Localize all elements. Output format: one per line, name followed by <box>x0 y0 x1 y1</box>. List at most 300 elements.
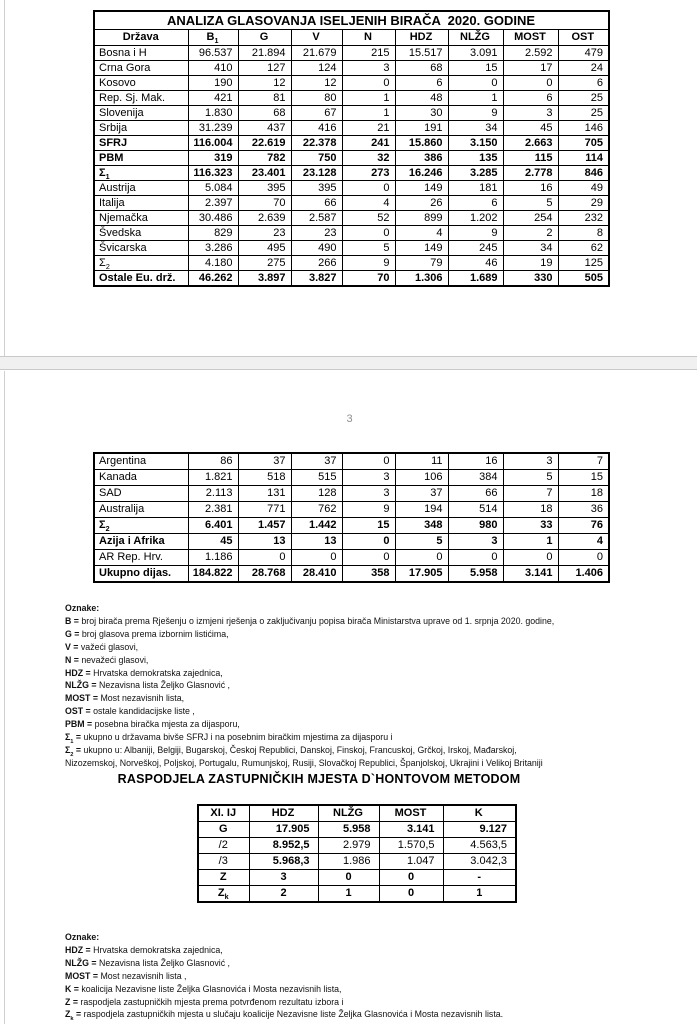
legend-item: PBM = posebna biračka mjesta za dijasporu, <box>65 719 240 730</box>
cell-value: 1 <box>342 91 395 106</box>
cell-value: 490 <box>291 241 342 256</box>
row-label: Crna Gora <box>94 61 188 76</box>
legend-item: $Z_k$ = raspodjela zastupničkih mjesta u slučaju koalicije Nezavisne liste Željka Glasnovića i Mosta nezavisnih lista. <box>65 1009 504 1023</box>
cell-value: 18 <box>503 502 558 518</box>
cell-value: 1.457 <box>238 518 291 534</box>
table-row <box>198 870 516 886</box>
table-row <box>94 166 609 181</box>
cell-value: 0 <box>291 550 342 566</box>
cell-value: 750 <box>291 151 342 166</box>
cell-value: 515 <box>291 470 342 486</box>
legend-item: NLŽG = Nezavisna lista Željko Glasnović , <box>65 957 231 968</box>
cell-value: 32 <box>342 151 395 166</box>
row-label: Švicarska <box>94 241 188 256</box>
cell-value: 2.663 <box>503 136 558 151</box>
table-row <box>94 181 609 196</box>
legend-item: MOST = Most nezavisnih lista , <box>65 970 187 981</box>
row-label: Australija <box>94 502 188 518</box>
cell-value: 22.378 <box>291 136 342 151</box>
row-label: $\Sigma_2$ <box>94 256 188 271</box>
cell-value: 26 <box>395 196 448 211</box>
cell-value: 9.127 <box>443 822 516 838</box>
cell-value: 437 <box>238 121 291 136</box>
legend-item: Z = raspodjela zastupničkih mjesta prema potvrđenom rezultatu izbora i <box>65 996 344 1007</box>
cell-value: 479 <box>558 46 609 61</box>
cell-value: 37 <box>395 486 448 502</box>
cell-value: 146 <box>558 121 609 136</box>
legend-heading: Oznake: <box>65 603 100 613</box>
cell-value: 68 <box>238 106 291 121</box>
cell-value: 30.486 <box>188 211 238 226</box>
cell-value: 275 <box>238 256 291 271</box>
cell-value: 96.537 <box>188 46 238 61</box>
table-row <box>198 822 516 838</box>
legend-item: HDZ = Hrvatska demokratska zajednica, <box>65 667 223 678</box>
cell-value: 23.128 <box>291 166 342 181</box>
cell-value: 0 <box>503 550 558 566</box>
cell-value: 124 <box>291 61 342 76</box>
cell-value: 2.639 <box>238 211 291 226</box>
cell-value: 29 <box>558 196 609 211</box>
table-header-row <box>94 30 609 46</box>
cell-value: 34 <box>448 121 503 136</box>
cell-value: 21 <box>342 121 395 136</box>
cell-value: 28.768 <box>238 566 291 583</box>
cell-value: 115 <box>503 151 558 166</box>
table-row <box>94 470 609 486</box>
legend-item: $\Sigma_2$ = ukupno u: Albaniji, Belgiji, Bugarskoj, Českoj Republici, Danskoj, Finskoj, Francuskoj, Grčkoj, Irskoj, Mađarskoj, <box>65 744 517 758</box>
cell-value: 266 <box>291 256 342 271</box>
cell-value: 0 <box>342 550 395 566</box>
cell-value: 135 <box>448 151 503 166</box>
cell-value: 45 <box>503 121 558 136</box>
table-title: ANALIZA GLASOVANJA ISELJENIH BIRAČA 2020. GODINE <box>94 11 609 30</box>
dhondt-heading: RASPODJELA ZASTUPNIČKIH MJESTA D`HONTOVOM METODOM <box>117 772 521 786</box>
cell-value: 23.401 <box>238 166 291 181</box>
cell-value: 2.381 <box>188 502 238 518</box>
cell-value: 3.091 <box>448 46 503 61</box>
table-row <box>198 886 516 903</box>
row-label: Z <box>198 870 249 886</box>
cell-value: 3.285 <box>448 166 503 181</box>
row-label: Austrija <box>94 181 188 196</box>
row-label: PBM <box>94 151 188 166</box>
row-label: Švedska <box>94 226 188 241</box>
row-label: Kosovo <box>94 76 188 91</box>
cell-value: 6.401 <box>188 518 238 534</box>
table-row <box>94 534 609 550</box>
table-row <box>198 838 516 854</box>
table-row <box>94 106 609 121</box>
cell-value: 241 <box>342 136 395 151</box>
cell-value: 76 <box>558 518 609 534</box>
cell-value: 31.239 <box>188 121 238 136</box>
cell-value: 191 <box>395 121 448 136</box>
cell-value: 0 <box>395 550 448 566</box>
cell-value: 15 <box>558 470 609 486</box>
cell-value: 0 <box>342 76 395 91</box>
cell-value: 3 <box>249 870 318 886</box>
cell-value: 2 <box>249 886 318 903</box>
column-header: MOST <box>503 30 558 46</box>
cell-value: 9 <box>342 256 395 271</box>
legend-continuation: Nizozemskoj, Norveškoj, Poljskoj, Portugalu, Rumunjskoj, Rusiji, Slovačkoj Republici, Španjolskoj, Ukrajini i Velikoj Britaniji <box>65 757 543 768</box>
table-row <box>94 46 609 61</box>
cell-value: 4 <box>342 196 395 211</box>
cell-value: 2.397 <box>188 196 238 211</box>
column-header: Država <box>94 30 188 46</box>
cell-value: 245 <box>448 241 503 256</box>
cell-value: 1.570,5 <box>379 838 443 854</box>
cell-value: 5 <box>395 534 448 550</box>
cell-value: - <box>443 870 516 886</box>
cell-value: 62 <box>558 241 609 256</box>
cell-value: 5.968,3 <box>249 854 318 870</box>
cell-value: 2.778 <box>503 166 558 181</box>
row-label: /2 <box>198 838 249 854</box>
column-header: HDZ <box>249 805 318 822</box>
row-label: /3 <box>198 854 249 870</box>
cell-value: 3.897 <box>238 271 291 287</box>
cell-value: 46 <box>448 256 503 271</box>
cell-value: 0 <box>379 870 443 886</box>
cell-value: 70 <box>238 196 291 211</box>
row-label: Rep. Sj. Mak. <box>94 91 188 106</box>
legend-item: MOST = Most nezavisnih lista, <box>65 693 185 704</box>
cell-value: 829 <box>188 226 238 241</box>
cell-value: 16 <box>503 181 558 196</box>
dhondt-table <box>197 804 517 903</box>
cell-value: 49 <box>558 181 609 196</box>
cell-value: 0 <box>503 76 558 91</box>
cell-value: 86 <box>188 453 238 470</box>
cell-value: 17.905 <box>395 566 448 583</box>
cell-value: 3.141 <box>503 566 558 583</box>
cell-value: 846 <box>558 166 609 181</box>
cell-value: 15 <box>448 61 503 76</box>
legend-heading: Oznake: <box>65 932 100 942</box>
legend-item: N = nevažeći glasovi, <box>65 654 149 665</box>
legend-markings-2 <box>65 931 675 1021</box>
cell-value: 37 <box>291 453 342 470</box>
cell-value: 25 <box>558 106 609 121</box>
row-label: $Z_k$ <box>198 886 249 903</box>
cell-value: 8 <box>558 226 609 241</box>
page-gap <box>0 356 697 370</box>
cell-value: 505 <box>558 271 609 287</box>
cell-value: 518 <box>238 470 291 486</box>
table-row <box>94 486 609 502</box>
table-header-row <box>198 805 516 822</box>
cell-value: 421 <box>188 91 238 106</box>
table-row <box>94 271 609 287</box>
table-row <box>94 502 609 518</box>
cell-value: 782 <box>238 151 291 166</box>
row-label: SAD <box>94 486 188 502</box>
cell-value: 19 <box>503 256 558 271</box>
cell-value: 705 <box>558 136 609 151</box>
cell-value: 17 <box>503 61 558 76</box>
cell-value: 25 <box>558 91 609 106</box>
cell-value: 67 <box>291 106 342 121</box>
cell-value: 2 <box>503 226 558 241</box>
cell-value: 4 <box>395 226 448 241</box>
cell-value: 6 <box>448 196 503 211</box>
cell-value: 1.202 <box>448 211 503 226</box>
cell-value: 0 <box>448 76 503 91</box>
cell-value: 0 <box>342 534 395 550</box>
cell-value: 3.141 <box>379 822 443 838</box>
legend-item: K = koalicija Nezavisne liste Željka Glasnovića i Mosta nezavisnih lista, <box>65 983 342 994</box>
legend-item: NLŽG = Nezavisna lista Željko Glasnović , <box>65 680 231 691</box>
cell-value: 771 <box>238 502 291 518</box>
cell-value: 23 <box>238 226 291 241</box>
cell-value: 395 <box>238 181 291 196</box>
cell-value: 254 <box>503 211 558 226</box>
cell-value: 125 <box>558 256 609 271</box>
table-row <box>94 61 609 76</box>
column-header: MOST <box>379 805 443 822</box>
cell-value: 1.306 <box>395 271 448 287</box>
cell-value: 2.592 <box>503 46 558 61</box>
cell-value: 68 <box>395 61 448 76</box>
column-header: OST <box>558 30 609 46</box>
cell-value: 16 <box>448 453 503 470</box>
cell-value: 15.517 <box>395 46 448 61</box>
cell-value: 34 <box>503 241 558 256</box>
cell-value: 0 <box>342 226 395 241</box>
cell-value: 22.619 <box>238 136 291 151</box>
cell-value: 66 <box>448 486 503 502</box>
cell-value: 319 <box>188 151 238 166</box>
cell-value: 3 <box>448 534 503 550</box>
column-header: XI. IJ <box>198 805 249 822</box>
cell-value: 348 <box>395 518 448 534</box>
cell-value: 3.150 <box>448 136 503 151</box>
cell-value: 2.587 <box>291 211 342 226</box>
cell-value: 514 <box>448 502 503 518</box>
cell-value: 127 <box>238 61 291 76</box>
table-title-row <box>94 11 609 30</box>
legend-item: G = broj glasova prema izbornim listićima, <box>65 628 229 639</box>
column-header: NLŽG <box>448 30 503 46</box>
table-row <box>94 518 609 534</box>
table-row <box>94 196 609 211</box>
cell-value: 7 <box>558 453 609 470</box>
cell-value: 1 <box>503 534 558 550</box>
cell-value: 0 <box>238 550 291 566</box>
cell-value: 11 <box>395 453 448 470</box>
column-header: V <box>291 30 342 46</box>
cell-value: 980 <box>448 518 503 534</box>
cell-value: 116.004 <box>188 136 238 151</box>
cell-value: 24 <box>558 61 609 76</box>
cell-value: 410 <box>188 61 238 76</box>
cell-value: 66 <box>291 196 342 211</box>
row-label: Slovenija <box>94 106 188 121</box>
cell-value: 30 <box>395 106 448 121</box>
cell-value: 3 <box>342 470 395 486</box>
cell-value: 1.821 <box>188 470 238 486</box>
cell-value: 16.246 <box>395 166 448 181</box>
table-row <box>94 121 609 136</box>
column-header: $B_1$ <box>188 30 238 46</box>
row-label: SFRJ <box>94 136 188 151</box>
cell-value: 0 <box>342 453 395 470</box>
cell-value: 5 <box>503 470 558 486</box>
legend-item: V = važeći glasovi, <box>65 641 139 652</box>
cell-value: 386 <box>395 151 448 166</box>
table-row <box>94 550 609 566</box>
cell-value: 8.952,5 <box>249 838 318 854</box>
cell-value: 36 <box>558 502 609 518</box>
cell-value: 3.827 <box>291 271 342 287</box>
cell-value: 13 <box>291 534 342 550</box>
row-label: Srbija <box>94 121 188 136</box>
cell-value: 2.979 <box>318 838 379 854</box>
cell-value: 80 <box>291 91 342 106</box>
cell-value: 33 <box>503 518 558 534</box>
table-row <box>198 854 516 870</box>
cell-value: 116.323 <box>188 166 238 181</box>
cell-value: 395 <box>291 181 342 196</box>
row-label: Azija i Afrika <box>94 534 188 550</box>
cell-value: 114 <box>558 151 609 166</box>
row-label: G <box>198 822 249 838</box>
table-row <box>94 256 609 271</box>
cell-value: 0 <box>448 550 503 566</box>
cell-value: 7 <box>503 486 558 502</box>
cell-value: 15.860 <box>395 136 448 151</box>
cell-value: 495 <box>238 241 291 256</box>
cell-value: 190 <box>188 76 238 91</box>
column-header: HDZ <box>395 30 448 46</box>
column-header: NLŽG <box>318 805 379 822</box>
cell-value: 9 <box>448 226 503 241</box>
table-row <box>94 566 609 583</box>
cell-value: 330 <box>503 271 558 287</box>
cell-value: 1.986 <box>318 854 379 870</box>
cell-value: 13 <box>238 534 291 550</box>
cell-value: 273 <box>342 166 395 181</box>
cell-value: 3 <box>503 106 558 121</box>
table-row <box>94 136 609 151</box>
cell-value: 3 <box>503 453 558 470</box>
row-label: Njemačka <box>94 211 188 226</box>
cell-value: 70 <box>342 271 395 287</box>
cell-value: 18 <box>558 486 609 502</box>
cell-value: 6 <box>558 76 609 91</box>
cell-value: 6 <box>503 91 558 106</box>
analysis-table-continuation <box>93 452 610 583</box>
cell-value: 181 <box>448 181 503 196</box>
cell-value: 106 <box>395 470 448 486</box>
column-header: N <box>342 30 395 46</box>
cell-value: 149 <box>395 241 448 256</box>
row-label: Ostale Eu. drž. <box>94 271 188 287</box>
cell-value: 1.689 <box>448 271 503 287</box>
cell-value: 6 <box>395 76 448 91</box>
cell-value: 0 <box>342 181 395 196</box>
row-label: Argentina <box>94 453 188 470</box>
cell-value: 4.180 <box>188 256 238 271</box>
cell-value: 1.830 <box>188 106 238 121</box>
cell-value: 3.286 <box>188 241 238 256</box>
cell-value: 128 <box>291 486 342 502</box>
analysis-table <box>93 10 610 287</box>
page-2 <box>4 371 697 1024</box>
cell-value: 4 <box>558 534 609 550</box>
cell-value: 215 <box>342 46 395 61</box>
cell-value: 131 <box>238 486 291 502</box>
cell-value: 3.042,3 <box>443 854 516 870</box>
table-row <box>94 211 609 226</box>
table-row <box>94 226 609 241</box>
legend-item: HDZ = Hrvatska demokratska zajednica, <box>65 944 223 955</box>
cell-value: 358 <box>342 566 395 583</box>
cell-value: 1.186 <box>188 550 238 566</box>
cell-value: 79 <box>395 256 448 271</box>
cell-value: 416 <box>291 121 342 136</box>
legend-markings-1 <box>65 602 675 770</box>
legend-item: B = broj birača prema Rješenju o izmjeni rješenja o zaključivanju popisa birača Ministarstva uprave od 1. srpnja 2020. godine, <box>65 615 555 626</box>
cell-value: 5.084 <box>188 181 238 196</box>
row-label: Bosna i H <box>94 46 188 61</box>
column-header: G <box>238 30 291 46</box>
cell-value: 3 <box>342 61 395 76</box>
table-row <box>94 241 609 256</box>
cell-value: 5 <box>503 196 558 211</box>
cell-value: 9 <box>342 502 395 518</box>
row-label: Italija <box>94 196 188 211</box>
page-1 <box>4 0 697 356</box>
column-header: K <box>443 805 516 822</box>
table-row <box>94 91 609 106</box>
cell-value: 23 <box>291 226 342 241</box>
cell-value: 9 <box>448 106 503 121</box>
cell-value: 0 <box>318 870 379 886</box>
cell-value: 1.406 <box>558 566 609 583</box>
cell-value: 1.047 <box>379 854 443 870</box>
cell-value: 5.958 <box>318 822 379 838</box>
cell-value: 1 <box>448 91 503 106</box>
row-label: AR Rep. Hrv. <box>94 550 188 566</box>
cell-value: 5.958 <box>448 566 503 583</box>
table-row <box>94 76 609 91</box>
cell-value: 17.905 <box>249 822 318 838</box>
cell-value: 45 <box>188 534 238 550</box>
cell-value: 15 <box>342 518 395 534</box>
cell-value: 48 <box>395 91 448 106</box>
cell-value: 12 <box>291 76 342 91</box>
cell-value: 4.563,5 <box>443 838 516 854</box>
cell-value: 1 <box>342 106 395 121</box>
cell-value: 762 <box>291 502 342 518</box>
cell-value: 0 <box>379 886 443 903</box>
cell-value: 21.679 <box>291 46 342 61</box>
cell-value: 1 <box>318 886 379 903</box>
cell-value: 1.442 <box>291 518 342 534</box>
cell-value: 0 <box>558 550 609 566</box>
cell-value: 5 <box>342 241 395 256</box>
cell-value: 81 <box>238 91 291 106</box>
table-row <box>94 151 609 166</box>
cell-value: 12 <box>238 76 291 91</box>
row-label: $\Sigma_2$ <box>94 518 188 534</box>
row-label: Kanada <box>94 470 188 486</box>
cell-value: 194 <box>395 502 448 518</box>
cell-value: 3 <box>342 486 395 502</box>
